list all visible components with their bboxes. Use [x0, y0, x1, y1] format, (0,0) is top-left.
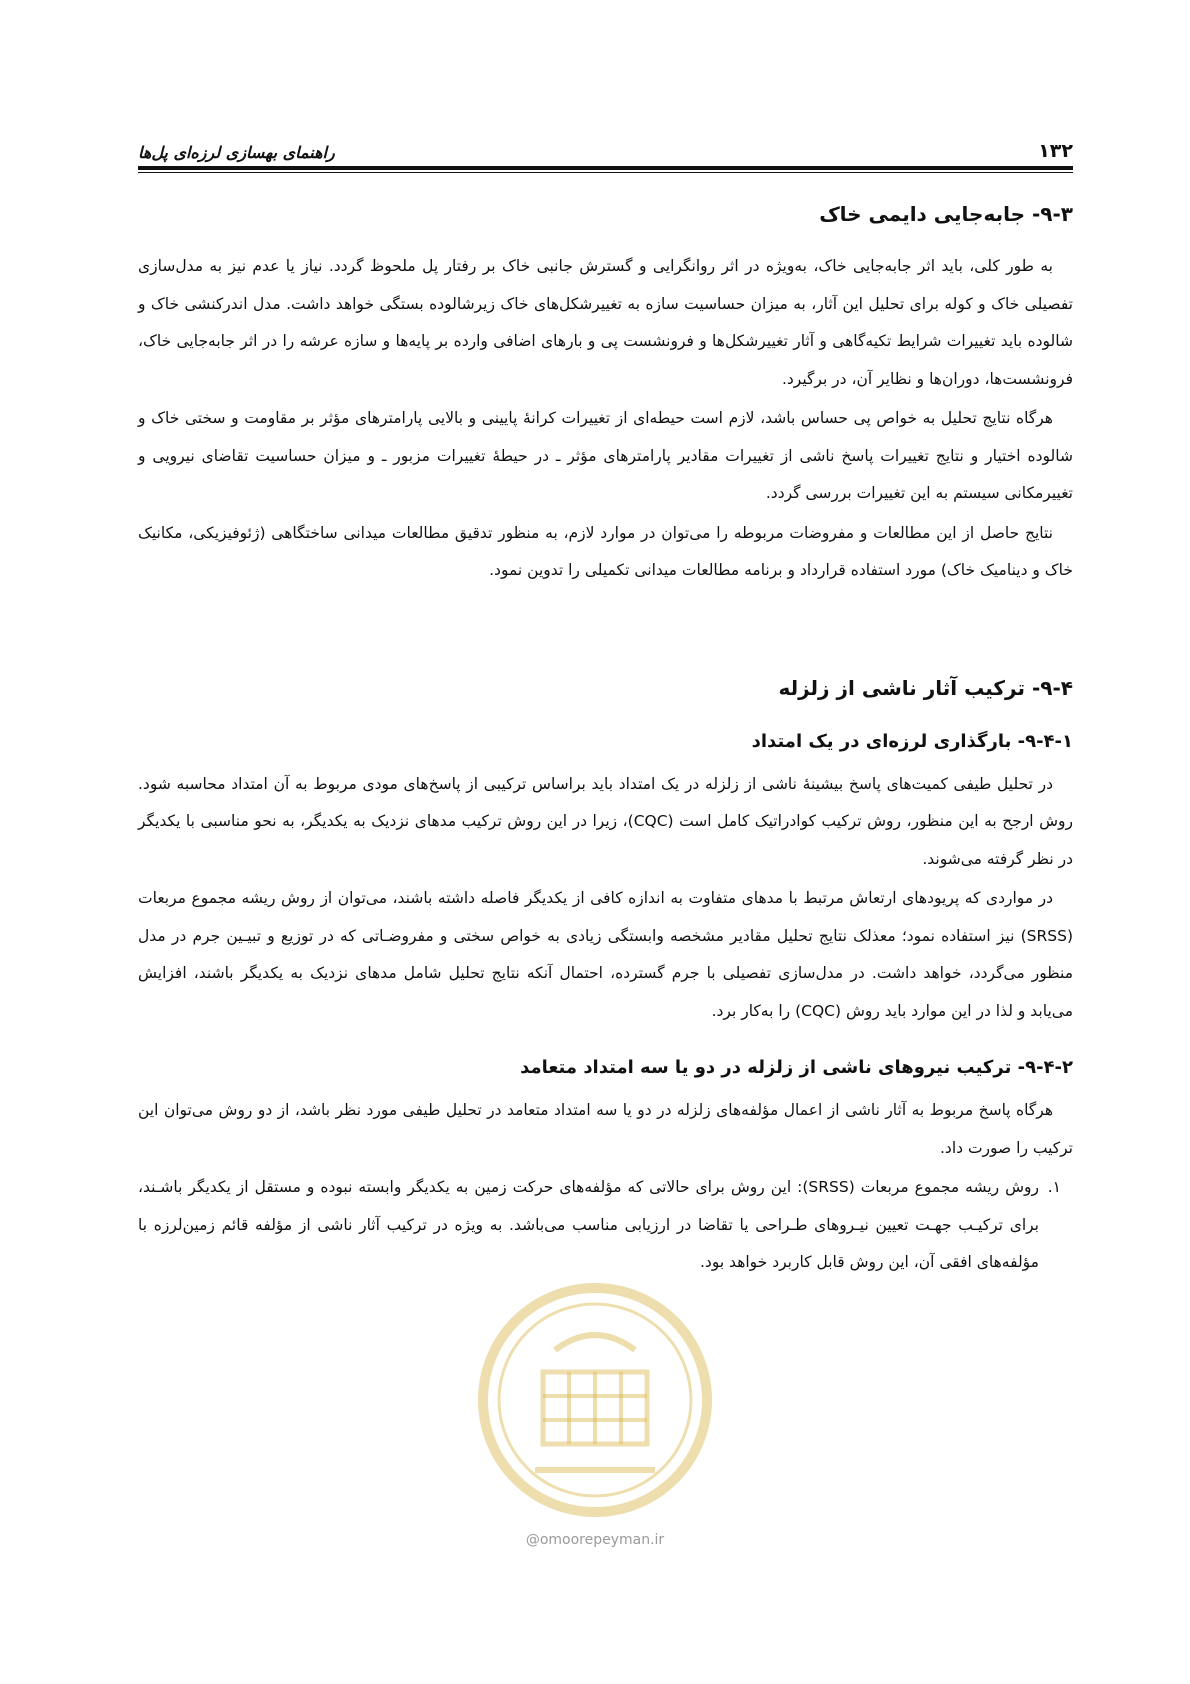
watermark-text: @omoorepeyman.ir: [525, 1532, 665, 1548]
list-item-number: ۱.: [1047, 1178, 1061, 1196]
watermark-logo: [475, 1280, 715, 1520]
paragraph: هرگاه پاسخ مربوط به آثار ناشی از اعمال مؤلفه‌های زلزله در دو یا سه امتداد متعامد در تحلیل طیفی مورد نظر باشد، از دو روش می‌توان این ترکیب را صورت داد.: [138, 1101, 1073, 1157]
section-heading-9-3: ۹-۳- جابه‌جایی دایمی خاک: [819, 202, 1073, 226]
paragraph: به طور کلی، باید اثر جابه‌جایی خاک، به‌ویژه در اثر روانگرایی و گسترش جانبی خاک بر رفتار پل ملحوظ گردد. نیاز یا عدم نیز به مدل‌سازی تفصیلی خاک و کوله برای تحلیل این آثار، به میزان حساسیت سازه به تغییرشکل‌های خاک زیرشالوده بستگی خواهد داشت. مدل اندرکنشی خاک و شالوده باید تغییرات شرایط تکیه‌گاهی و آثار تغییرشکل‌ها و فرونشست پی و بارهای اضافی وارده بر پایه‌ها و سازه عرشه را در اثر جابه‌جایی خاک، فرونشست‌ها، دوران‌ها و نظایر آن، در برگیرد.: [138, 257, 1073, 388]
paragraph: در مواردی که پریودهای ارتعاش مرتبط با مدهای متفاوت به اندازه کافی از یکدیگر فاصله داشته باشند، می‌توان از روش ریشه مجموع مربعات (SRSS) نیز استفاده نمود؛ معذلک نتایج تحلیل مقادیر مشخصه وابستگی زیادی به خواص سختی و مفروضـاتی که در توزیع و تبیـین جرم در مدل منظور می‌گردد، خواهد داشت. در مدل‌سازی تفصیلی با جرم گسترده، احتمال آنکه نتایج تحلیل شامل مدهای نزدیک به یکدیگر باشند، افزایش می‌یابد و لذا در این موارد باید روش (CQC) را به‌کار برد.: [138, 889, 1073, 1020]
list-item-text: روش ریشه مجموع مربعات (SRSS): این روش برای حالاتی که مؤلفه‌های حرکت زمین به یکدیگر وابسته نبوده و مستقل از یکدیگر باشـند، برای ترکیـب جهـت تعیین نیـروهای طـراحی یا تقاضا در ارزیابی مناسب می‌باشد. به ویژه در ترکیب آثار ناشی از مؤلفه قائم زمین‌لرزه با مؤلفه‌های افقی آن، این روش قابل کاربرد خواهد بود.: [138, 1178, 1039, 1271]
numbered-list: [138, 1169, 1073, 1282]
page-header: [138, 128, 1073, 162]
section-heading-9-4: ۹-۴- ترکیب آثار ناشی از زلزله: [778, 675, 1073, 700]
list-item: [138, 1169, 1073, 1282]
subsection-heading-9-4-1: ۹-۴-۱- بارگذاری لرزه‌ای در یک امتداد: [751, 730, 1073, 752]
header-rule-thin: [138, 172, 1073, 173]
body-content: [138, 180, 1073, 1282]
paragraph: در تحلیل طیفی کمیت‌های پاسخ بیشینهٔ ناشی از زلزله در یک امتداد باید براساس ترکیبی از پاسخ‌های مودی مربوط به آن امتداد محاسبه شود. روش ارجح به این منظور، روش ترکیب کوادراتیک کامل است (CQC)، زیرا در این روش ترکیب مدهای نزدیک به یکدیگر، به نحو مناسبی با یکدیگر در نظر گرفته می‌شوند.: [138, 774, 1073, 868]
header-rule-thick: [138, 166, 1073, 170]
paragraph: هرگاه نتایج تحلیل به خواص پی حساس باشد، لازم است حیطه‌ای از تغییرات کرانهٔ پایینی و بالایی پارامترهای مؤثر بر مقاومت و سختی خاک و شالوده اختیار و نتایج تغییرات پاسخ ناشی از تغییرات مقادیر پارامترهای مؤثر ـ در حیطهٔ تغییرات مزبور ـ و میزان حساسیت تقاضای نیرویی و تغییرمکانی سیستم به این تغییرات بررسی گردد.: [138, 409, 1073, 502]
paragraph: نتایج حاصل از این مطالعات و مفروضات مربوطه را می‌توان در موارد لازم، به منظور تدقیق مطالعات میدانی ساختگاهی (ژئوفیزیکی، مکانیک خاک و دینامیک خاک) مورد استفاده قرارداد و برنامه مطالعات میدانی تکمیلی را تدوین نمود.: [138, 523, 1073, 579]
running-title: راهنمای بهسازی لرزه‌ای پل‌ها: [138, 143, 335, 162]
page-number: ۱۳۲: [1038, 140, 1073, 162]
subsection-heading-9-4-2: ۹-۴-۲- ترکیب نیروهای ناشی از زلزله در دو یا سه امتداد متعامد: [520, 1057, 1073, 1078]
